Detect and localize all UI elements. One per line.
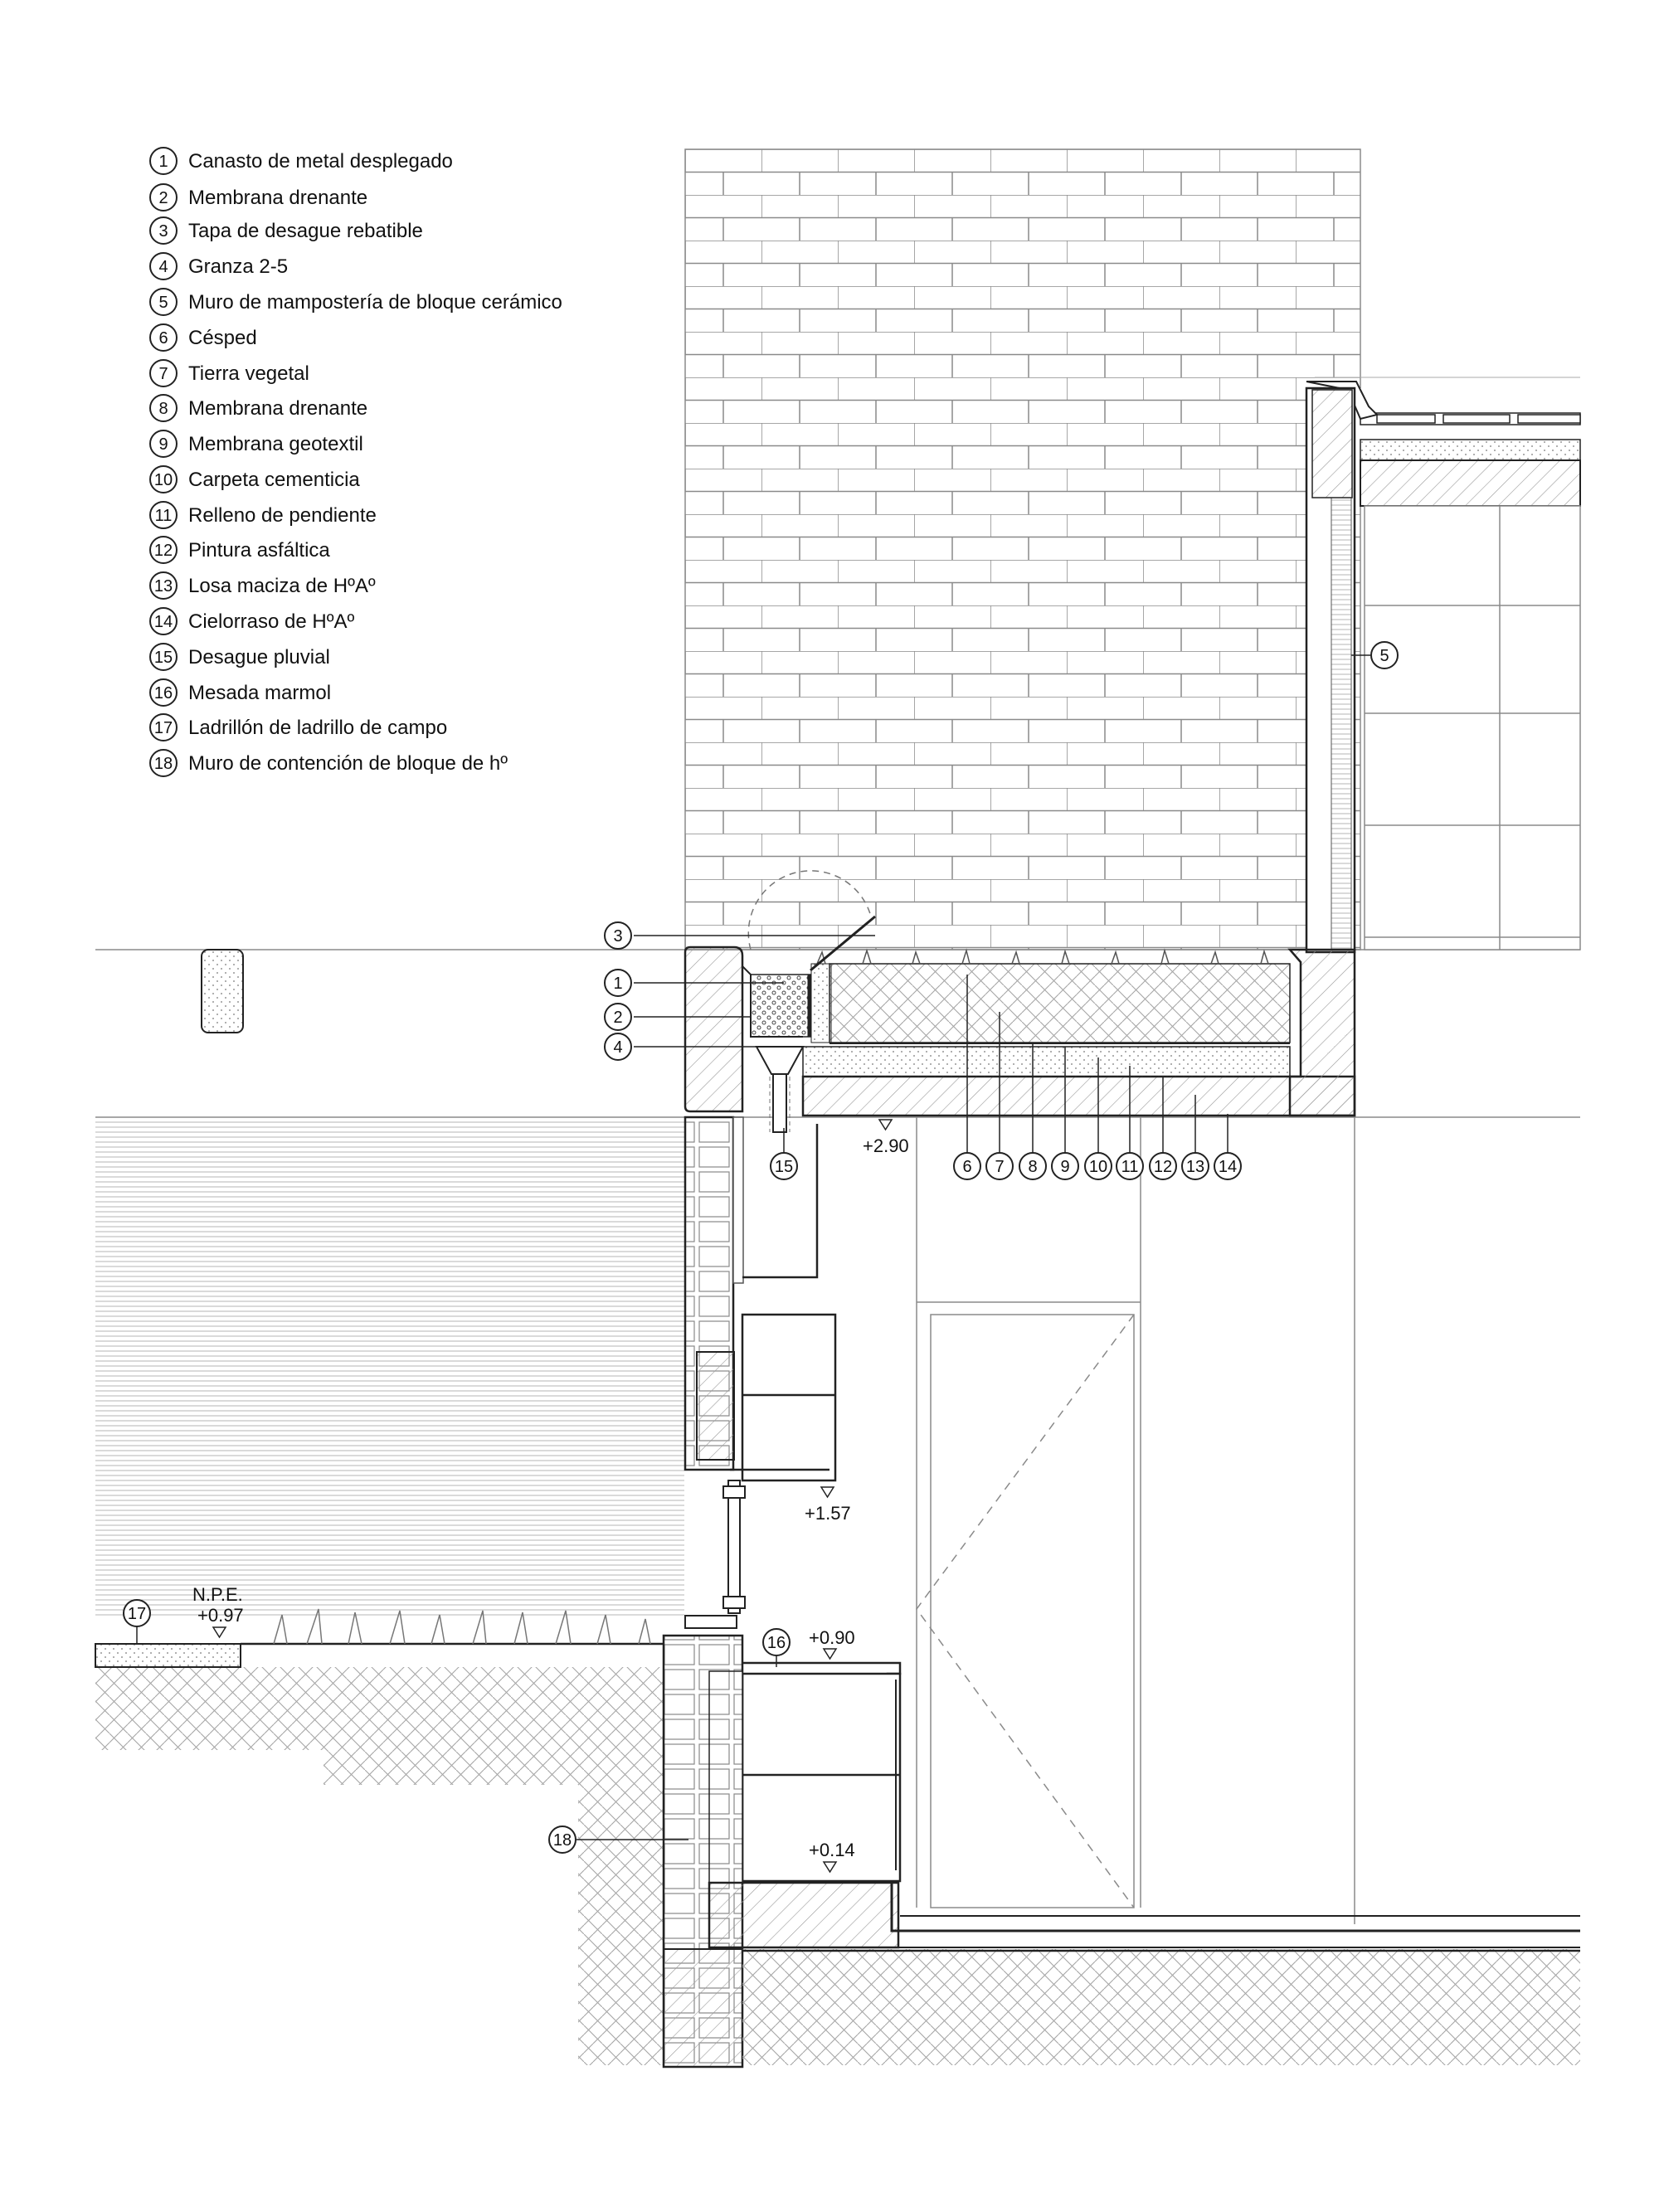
legend-number: 18 <box>153 755 173 773</box>
legend-label: Relleno de pendiente <box>188 504 377 527</box>
legend-item-5 <box>150 289 562 315</box>
legend-number: 12 <box>153 542 173 560</box>
legend-number: 11 <box>154 507 173 525</box>
legend-number: 4 <box>158 258 168 276</box>
interior-window-grid <box>1355 506 1580 1924</box>
svg-text:8: 8 <box>1028 1158 1038 1176</box>
legend-number: 16 <box>153 684 173 702</box>
callout-marker-14 <box>1214 1153 1241 1179</box>
legend-label: Canasto de metal desplegado <box>188 150 453 173</box>
callout-marker-15 <box>771 1153 797 1179</box>
legend-item-6 <box>150 324 257 351</box>
legend-number: 13 <box>153 577 173 596</box>
callout-marker-11 <box>1117 1153 1143 1179</box>
callout-marker-2 <box>605 1004 631 1030</box>
legend-label: Tierra vegetal <box>188 362 309 385</box>
legend-item-1 <box>150 148 453 174</box>
legend-number: 14 <box>153 613 173 631</box>
svg-text:2: 2 <box>613 1009 623 1027</box>
legend-item-7 <box>150 360 309 386</box>
plant-pot <box>202 950 243 1033</box>
left-siding <box>95 1120 684 1616</box>
legend-label: Muro de contención de bloque de hº <box>188 752 508 775</box>
legend-label: Carpeta cementicia <box>188 469 360 491</box>
window-wall <box>685 1117 835 1628</box>
svg-text:6: 6 <box>962 1158 972 1176</box>
legend-label: Mesada marmol <box>188 682 332 704</box>
svg-text:17: 17 <box>127 1605 147 1623</box>
svg-text:9: 9 <box>1060 1158 1070 1176</box>
callout-marker-6 <box>954 1153 980 1179</box>
legend-label: Cielorraso de HºAº <box>188 610 355 633</box>
brick-facade <box>685 149 1360 950</box>
legend-item-11 <box>150 502 377 528</box>
legend-number: 17 <box>153 719 173 737</box>
callout-marker-9 <box>1052 1153 1078 1179</box>
legend-number: 5 <box>158 294 168 312</box>
legend-label: Losa maciza de HºAº <box>188 575 376 597</box>
level-marker-roof <box>863 1120 909 1156</box>
legend-item-3 <box>150 217 423 244</box>
legend-label: Césped <box>188 327 257 349</box>
legend-item-17 <box>150 714 447 741</box>
legend-label: Tapa de desague rebatible <box>188 220 423 242</box>
legend-item-2 <box>150 184 367 211</box>
legend-number: 10 <box>153 471 173 489</box>
callout-marker-3 <box>605 922 631 949</box>
legend-item-10 <box>150 466 360 493</box>
legend-item-4 <box>150 253 288 280</box>
svg-text:14: 14 <box>1218 1158 1238 1176</box>
legend-number: 2 <box>158 189 168 207</box>
svg-text:15: 15 <box>774 1158 794 1176</box>
legend-item-13 <box>150 572 376 599</box>
legend-item-8 <box>150 395 367 421</box>
callout-marker-17 <box>124 1600 150 1626</box>
legend-label: Membrana drenante <box>188 187 368 209</box>
svg-text:12: 12 <box>1153 1158 1173 1176</box>
legend-label: Muro de mampostería de bloque cerámico <box>188 291 562 314</box>
callout-marker-10 <box>1085 1153 1112 1179</box>
legend-number: 6 <box>158 329 168 348</box>
svg-text:N.P.E.: N.P.E. <box>192 1584 243 1605</box>
svg-text:5: 5 <box>1379 647 1389 665</box>
legend-label: Desague pluvial <box>188 646 330 668</box>
legend-item-16 <box>150 679 331 706</box>
level-marker-counter <box>809 1627 855 1659</box>
callout-marker-13 <box>1182 1153 1209 1179</box>
legend-item-14 <box>150 608 355 634</box>
svg-text:13: 13 <box>1185 1158 1205 1176</box>
legend-label: Membrana drenante <box>188 397 368 420</box>
svg-text:1: 1 <box>613 975 623 993</box>
callout-marker-1 <box>605 970 631 996</box>
legend-number: 3 <box>158 222 168 241</box>
callout-marker-4 <box>605 1033 631 1060</box>
svg-text:+0.97: +0.97 <box>197 1605 244 1626</box>
legend-number: 15 <box>153 649 173 667</box>
legend-label: Pintura asfáltica <box>188 539 330 562</box>
svg-text:+0.90: +0.90 <box>809 1627 855 1648</box>
legend-label: Granza 2-5 <box>188 255 289 278</box>
interior-door <box>917 1117 1141 1908</box>
svg-text:4: 4 <box>613 1038 623 1057</box>
legend-label: Membrana geotextil <box>188 433 363 455</box>
legend-number: 9 <box>158 435 168 454</box>
legend-item-15 <box>150 644 330 670</box>
callout-marker-12 <box>1150 1153 1176 1179</box>
callout-marker-5 <box>1371 642 1398 668</box>
callout-marker-7 <box>986 1153 1013 1179</box>
legend-item-12 <box>150 537 330 563</box>
svg-text:+0.14: +0.14 <box>809 1840 855 1860</box>
callout-marker-8 <box>1019 1153 1046 1179</box>
callout-marker-16 <box>763 1629 790 1655</box>
svg-text:11: 11 <box>1121 1158 1139 1176</box>
svg-text:+2.90: +2.90 <box>863 1135 909 1156</box>
legend <box>150 148 562 776</box>
legend-number: 7 <box>158 365 168 383</box>
legend-item-9 <box>150 430 363 457</box>
svg-text:7: 7 <box>995 1158 1005 1176</box>
level-marker-npe <box>192 1584 244 1637</box>
svg-text:+1.57: +1.57 <box>805 1503 851 1524</box>
svg-text:16: 16 <box>766 1634 786 1652</box>
legend-number: 1 <box>158 153 168 171</box>
svg-text:10: 10 <box>1088 1158 1108 1176</box>
legend-label: Ladrillón de ladrillo de campo <box>188 717 448 739</box>
ceramic-block-wall <box>1306 388 1355 952</box>
legend-number: 8 <box>158 400 168 418</box>
level-marker-window-sill <box>805 1487 851 1524</box>
svg-text:3: 3 <box>613 927 623 946</box>
svg-text:18: 18 <box>552 1831 572 1850</box>
legend-item-18 <box>150 750 508 776</box>
callout-marker-18 <box>549 1826 576 1853</box>
